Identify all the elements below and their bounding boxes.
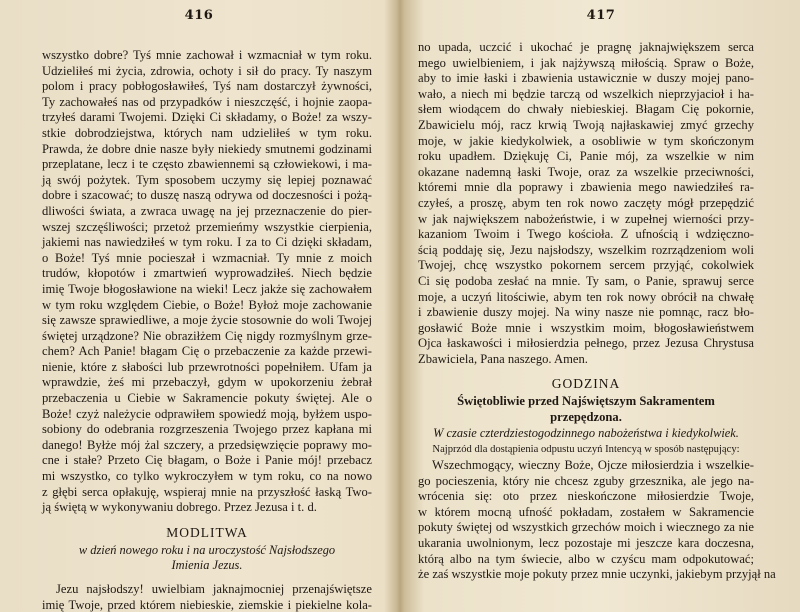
page-text: [42, 48, 372, 612]
text-line: jakiemi nas nawiedziłeś w tym roku. I za to Ci dzięki składam,: [42, 235, 372, 250]
text-line: Prawda, że dobre dnie nasze były niekiedy smutnemi godzinami: [42, 141, 372, 156]
text-line: stkie dobrodziejstwa, których nam udzieliłeś w tym roku.: [42, 125, 372, 140]
text-line: przeplatane, lecz i te często zbawiennemi są człowiekowi, i ma-: [42, 157, 372, 172]
text-line: Wszechmogący, wieczny Boże, Ojcze miłosierdzia i wszelkie-: [432, 458, 754, 473]
text-line: dobre i szacować; to duszę naszą odrywa od doczesności i pożą-: [42, 188, 372, 203]
left-page: [0, 0, 398, 612]
text-line: Zbawiciela, Pana naszego. Amen.: [418, 351, 588, 366]
section-subtitle: Świętobliwie przed Najświętszym Sakramentem: [457, 394, 715, 409]
text-line: i zbawienie duszy mojej. Na winy nasze nie pomnąc, racz bło-: [418, 305, 754, 320]
text-line: trudów, kłopotów i zmartwień wyprowadziłeś. Niech będzie: [42, 266, 372, 281]
section-note: W czasie czterdziestogodzinnego nabożeństwa i kiedykolwiek.: [433, 426, 739, 441]
text-line: aby to imie łaski i zbawienia ustawicznie w duszy mojej pano-: [418, 71, 754, 86]
text-line: ją świętą w wykonywaniu dobrego. Przez Jezusa i t. d.: [42, 500, 317, 515]
text-line: imię Twoje, przed którem niebieskie, ziemskie i piekielne kola-: [42, 597, 372, 612]
text-line: nienie, które z słabości lub przewrotności popełniłem. Ufam ja: [42, 359, 372, 374]
text-line: Udzieliłeś mi życia, zdrowia, ochoty i sił do pracy. Ty naszym: [42, 63, 372, 78]
text-line: wprawdzie, żeś mi przebaczył, gdym w upokorzeniu żebrał: [42, 375, 372, 390]
indulgence-note: Najprzód dla dostąpienia odpustu uczyń Intencyą w sposób następujący:: [432, 444, 740, 456]
text-line: dliwości świata, a zwraca uwagę na jej przeznaczenie do pier-: [42, 203, 372, 218]
text-line: ją swój pożytek. Tym sposobem uczymy się lepiej poznawać: [42, 172, 372, 187]
text-line: się zawsze sprawiedliwe, a moje życie stosownie do woli Twojej: [42, 313, 372, 328]
text-line: kazaniom Twoim i Twego kościoła. Z ufnością i wdzięczno-: [418, 227, 754, 242]
text-line: wszej szczęśliwości; przetoż przemieńmy wszystkie cierpienia,: [42, 219, 372, 234]
text-line: czyłeś, a proszę, abym ten rok nowo zaczęty mógł przepędzić: [418, 195, 754, 210]
text-line: trzyłeś darami Twojemi. Dzięki Ci składamy, o Boże! za wszy-: [42, 110, 372, 125]
body-text: [418, 40, 754, 367]
text-line: wrócenia się: oto przez nieskończone miłosierdzie Twoje,: [418, 489, 754, 504]
text-line: Jezu najsłodszy! uwielbiam jaknajmocniej przenajświętsze: [56, 582, 372, 596]
text-line: Twojej, chcę wszystko pokornem sercem przyjąć, cokolwiek: [418, 258, 754, 273]
text-line: w tym roku względem Ciebie, o Boże! Byłoż moje zachowanie: [42, 297, 372, 312]
prayer-text: [418, 458, 776, 583]
text-line: w którem mocną ufność pokładam, zostałem w Sakramencie: [418, 504, 754, 519]
text-line: mego uwielbieniem, i jak najżywszą miłością. Spraw o Boże,: [418, 55, 754, 70]
section-subtitle: przepędzona.: [550, 410, 622, 425]
section-subtitle: w dzień nowego roku i na uroczystość Najsłodszego: [78, 542, 336, 557]
text-line: Boże! czyż należycie odprawiłem spowiedź moją, byłżem uspo-: [42, 406, 372, 421]
text-line: gosławić Boże mnie i wszystkim moim, błogosławieństwem: [418, 320, 754, 335]
text-line: z głębi serca opłakuję, wspieraj mnie na przyszłość łaską Two-: [42, 484, 372, 499]
text-line: słem wiodącem do chwały niebieskiej. Błagam Cię pokornie,: [418, 102, 754, 117]
text-line: Zbawicielu mój, racz krwią Twoją najłaskawiej zmyć grzechy: [418, 117, 754, 132]
text-line: moje, a uczyń litościwie, abym ten rok nowy obrócił na chwałę: [418, 289, 754, 304]
text-line: pokuty świętej od wszystkich grzechów moich i wiecznego za nie: [418, 520, 754, 535]
section-subtitle: Imienia Jezus.: [171, 558, 243, 573]
text-line: polom i pracy pobłogosławiłeś, Tyś nam dostarczył żywności,: [42, 79, 372, 94]
page-number: 416: [184, 8, 214, 23]
text-line: chem? Ach Panie! błagam Cię o przebaczenie za każde przewi-: [42, 344, 372, 359]
section-title: GODZINA: [551, 376, 621, 392]
text-line: Ci się podoba zesłać na mnie. Ty sam, o Panie, sprawuj serce: [418, 273, 754, 288]
text-line: danego! Byłże mój żal szczery, a przedsięwzięcie poprawy mo-: [42, 437, 372, 452]
body-text: [42, 48, 372, 516]
text-line: ukarania uwolnionym, lecz pozostaje mi jeszcze kara doczesna,: [418, 536, 754, 551]
text-line: wało, a niech mi będzie tarczą od wszelkich nieprzyjacioł i ha-: [418, 86, 754, 101]
page-text: [418, 40, 776, 583]
text-line: ścią poddaję się, Jezu najsłodszy, wszelkim rozrządzeniom woli: [418, 242, 754, 257]
text-line: któremi mnie dla poprawy i zbawienia mego nawiedziłeś ra-: [418, 180, 754, 195]
text-line: przebaczenia u Ciebie w Sakramencie pokuty świętej. Ale o: [42, 391, 372, 406]
text-line: okazane nademną łaski Twoje, oraz za wszelkie przeciwności,: [418, 164, 754, 179]
right-page: [402, 0, 800, 612]
page-number: 417: [586, 8, 616, 23]
text-line: sobiony do odebrania rozgrzeszenia Twojego przez kapłana mi: [42, 422, 372, 437]
text-line: no upada, uczcić i ukochać je pragnę jaknajwiększem serca: [418, 40, 754, 54]
text-line: imię Twoje błogosławione na wieki! Lecz jakże się zachowałem: [42, 281, 372, 296]
text-line: moje, w jakie kiedykolwiek, a osobliwie w tym skończonym: [418, 133, 754, 148]
text-line: roku upadłem. Dziękuję Ci, Panie mój, za wszelkie w nim: [418, 149, 754, 164]
text-line: o Boże! Tyś mnie pocieszał i wzmacniał. Ty mnie z moich: [42, 250, 372, 265]
text-line: że zaś wszystkie moje pokuty przez mnie uczynki, jakiebym przyjął na: [418, 567, 776, 582]
text-line: świętej urządzone? Nie obraziłżem Cię nigdy rozmyślnym grze-: [42, 328, 372, 343]
text-line: w jak największem nabożeństwie, i w zupełnej wierności przy-: [418, 211, 754, 226]
text-line: go pocieszenia, który nie chcesz zguby grzesznika, ale jego na-: [418, 473, 754, 488]
text-line: wszystko dobre? Tyś mnie zachował i wzmacniał w tym roku.: [42, 48, 372, 62]
section-title: MODLITWA: [166, 524, 248, 540]
text-line: Ojca łaskawości i miłosierdzia pełnego, przez Jezusa Chrystusa: [418, 336, 754, 351]
text-line: Ty zachowałeś nas od przypadków i nieszczęść, i hojnie zaopa-: [42, 94, 372, 109]
text-line: którą albo na tym świecie, albo w czyścu mam odpokutować;: [418, 551, 754, 566]
prayer-text: [42, 582, 372, 612]
text-line: cne i stałe? Przeto Cię błagam, o Boże i Panie mój! przebacz: [42, 453, 372, 468]
text-line: mi wszystko, co tylko wykroczyłem w tym roku, co na nowo: [42, 469, 372, 484]
